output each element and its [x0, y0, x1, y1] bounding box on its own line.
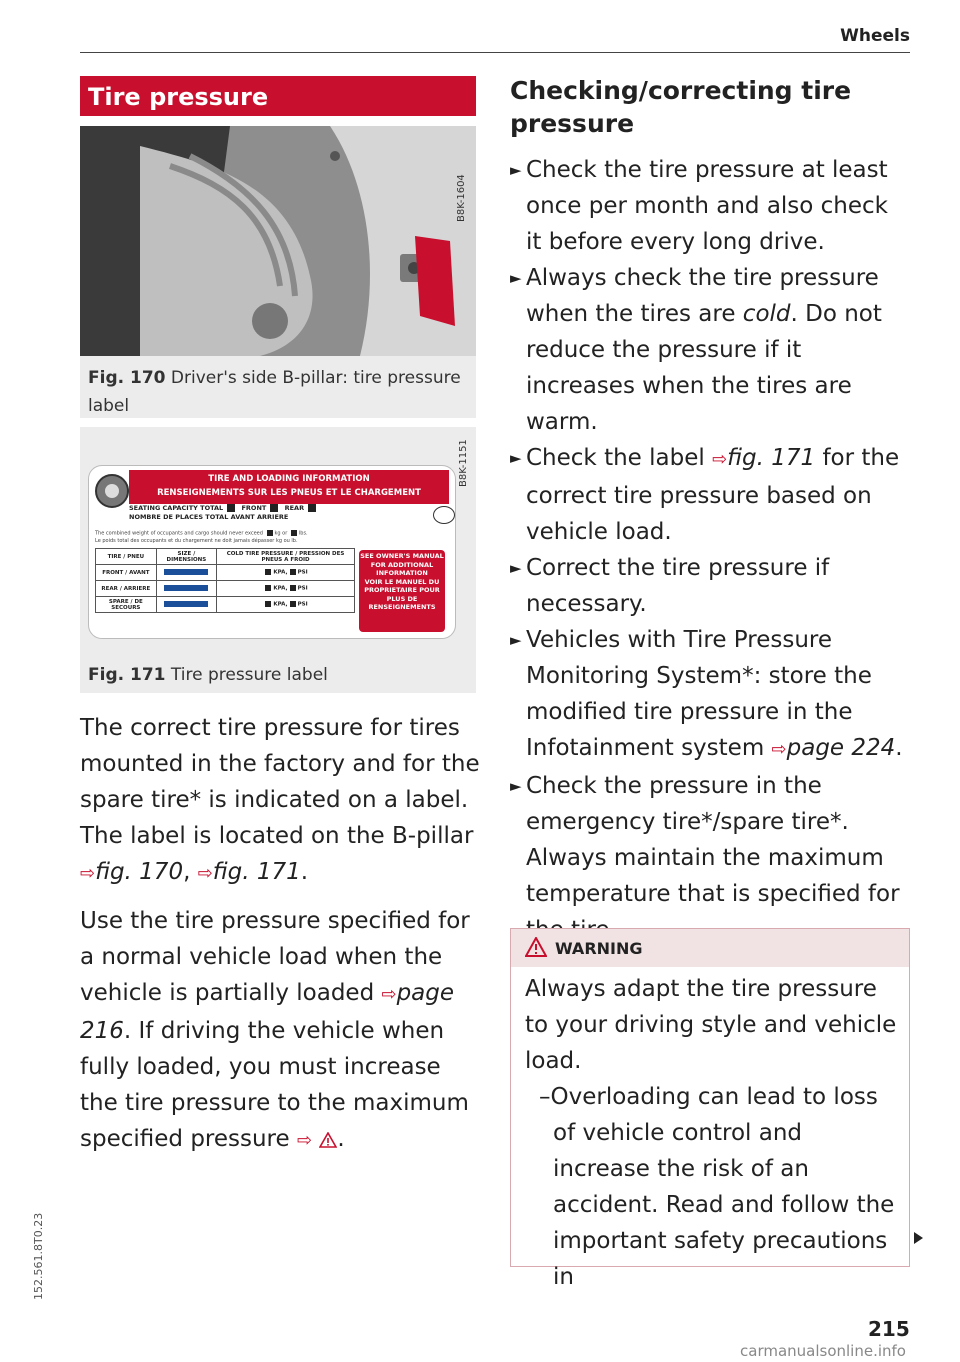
kpa-spare: KPA, [273, 601, 288, 608]
row-spare: SPARE / DE SECOURS [96, 597, 157, 613]
bullet-3-text: Check the label [526, 445, 713, 471]
kg-ou-label: kg ou [275, 537, 290, 544]
bullet-arrow-icon: ► [510, 631, 522, 649]
bullet-6-text: Check the pressure in the emergency tire*/spare tire*. Always maintain the maximum temperature that is specified for [526, 773, 900, 907]
bullet-arrow-icon: ► [510, 269, 522, 287]
instruction-list [510, 152, 910, 948]
header-rule [80, 52, 910, 53]
warning-body [525, 971, 901, 1295]
seating-capacity-en: SEATING CAPACITY TOTAL [129, 504, 224, 512]
fig-170-caption-box [80, 356, 476, 418]
weight-note-fr: Le poids total des occupants et du chargement ne doit jamais dépasser [95, 537, 275, 544]
fig-170-photo [80, 126, 476, 356]
p2-end: . [337, 1126, 345, 1152]
bullet-arrow-icon: ► [510, 559, 522, 577]
bullet-2-cold: cold [742, 301, 791, 327]
p1-separator: , [183, 859, 198, 885]
psi-spare: PSI [297, 601, 308, 608]
placard-title-fr: RENSEIGNEMENTS SUR LES PNEUS ET LE CHARGEMENT [157, 488, 421, 498]
rear-label-en: REAR [284, 504, 305, 512]
reference-arrow-icon: ⇨ [296, 1130, 313, 1151]
reference-arrow-icon: ⇨ [712, 449, 728, 470]
seat-pillar-illustration [80, 126, 476, 356]
col-size: SIZE / DIMENSIONS [156, 549, 216, 565]
list-item [510, 152, 910, 260]
reference-arrow-icon: ⇨ [197, 863, 213, 884]
warning-header [511, 929, 909, 967]
kpa-front: KPA, [273, 569, 288, 576]
oval-stamp [433, 506, 455, 524]
list-item [510, 260, 910, 440]
lb-label: lb. [291, 537, 298, 544]
link-page-224[interactable]: page 224 [786, 735, 896, 761]
weight-note-en: The combined weight of occupants and cargo should never exceed [95, 530, 263, 537]
lbs-label: lbs. [298, 530, 308, 537]
warning-intro: Always adapt the tire pressure to your driving style and vehicle load. [525, 976, 897, 1074]
fig-171-code: B8K-1151 [458, 439, 469, 487]
fig-171-caption-text: Tire pressure label [170, 665, 328, 685]
reference-arrow-icon: ⇨ [771, 739, 787, 760]
list-item [510, 440, 910, 550]
bullet-5-text: Vehicles with Tire Pressure Monitoring System*: store the modified tire pressure in the Infotainment system [526, 627, 872, 761]
bullet-4-text: Correct the tire pressure if necessary. [526, 555, 830, 617]
list-item [510, 768, 910, 948]
p2-text-b: . If driving the vehicle when fully loaded, you must increase the tire pressure to the maximum specified pressure [80, 1018, 469, 1152]
reference-arrow-icon: ⇨ [80, 863, 96, 884]
see-manual-en: SEE OWNER'S MANUAL FOR ADDITIONAL INFORMATION [360, 552, 444, 577]
col-cold-pressure: COLD TIRE PRESSURE / PRESSION DES PNEUS A FROID [217, 549, 355, 565]
pressure-table [95, 548, 355, 613]
section-title: Tire pressure [88, 83, 269, 111]
seating-capacity-row [129, 504, 429, 522]
fig-170-caption-text: Driver's side B-pillar: tire pressure label [88, 368, 461, 416]
bullet-2-text: Always check the tire pressure when the tires are [526, 265, 879, 327]
rear-label-fr: ARRIERE [256, 513, 289, 521]
list-item [510, 550, 910, 622]
psi-front: PSI [297, 569, 308, 576]
fig-170-number: Fig. 170 [88, 368, 166, 388]
reference-arrow-icon: ⇨ [381, 984, 397, 1005]
seating-capacity-fr: NOMBRE DE PLACES TOTAL [129, 513, 229, 521]
fig-171-number: Fig. 171 [88, 665, 166, 685]
warning-label: WARNING [555, 939, 643, 958]
front-label-en: FRONT [241, 504, 267, 512]
link-fig-171[interactable]: fig. 171 [212, 859, 301, 885]
front-label-fr: AVANT [230, 513, 255, 521]
fig-170-caption [88, 364, 468, 420]
placard-title-band [129, 470, 449, 504]
bullet-5-text-b: . [895, 735, 903, 761]
fig-171-label-figure [80, 427, 476, 653]
watermark: carmanualsonline.info [740, 1342, 906, 1360]
bullet-2-text-b: . Do not reduce the pressure if it increases when the tires are warm. [526, 301, 882, 435]
list-item [510, 622, 910, 768]
kpa-rear: KPA, [273, 585, 288, 592]
running-header: Wheels [840, 26, 910, 46]
bullet-arrow-icon: ► [510, 777, 522, 795]
tire-info-placard [88, 465, 456, 639]
link-fig-171[interactable]: fig. 171 [727, 445, 816, 471]
p1-text: The correct tire pressure for tires mounted in the factory and for the spare tire* is indicated on a label. The label is located on the B-pillar [80, 715, 480, 849]
warning-triangle-icon[interactable] [312, 1126, 337, 1152]
document-code: 152.561.8T0.23 [32, 1212, 45, 1300]
weight-note [95, 530, 355, 545]
warning-box [510, 928, 910, 1290]
see-manual-fr: VOIR LE MANUEL DU PROPRIETAIRE POUR PLUS DE RENSEIGNEMENTS [364, 577, 440, 611]
fig-170-code: B8K-1604 [456, 174, 467, 222]
see-manual-note [359, 550, 445, 632]
checking-heading: Checking/correcting tire pressure [510, 76, 852, 138]
bullet-arrow-icon: ► [510, 449, 522, 467]
placard-title-en: TIRE AND LOADING INFORMATION [208, 474, 370, 484]
paragraph-normal-load [80, 903, 480, 1159]
bullet-arrow-icon: ► [510, 161, 522, 179]
fig-171-caption-box [80, 653, 476, 693]
p1-end: . [300, 859, 309, 885]
psi-rear: PSI [297, 585, 308, 592]
bullet-3-text-b: for the correct tire pressure based on vehicle load. [526, 445, 900, 545]
paragraph-label-location [80, 710, 480, 892]
link-page-216[interactable]: page 216 [80, 980, 455, 1044]
col-tire: TIRE / PNEU [96, 549, 157, 565]
fig-171-caption [88, 661, 468, 689]
kg-or-label: kg or [274, 530, 288, 537]
warning-item: –Overloading can lead to loss of vehicle control and increase the risk of an accident. Read and follow the important safety precautions in [539, 1084, 895, 1290]
page-number: 215 [868, 1317, 910, 1341]
warning-triangle-icon [525, 937, 547, 957]
row-front: FRONT / AVANT [96, 565, 157, 581]
bullet-1-text: Check the tire pressure at least once per month and also check it before every long drive. [526, 157, 889, 255]
row-rear: REAR / ARRIERE [96, 581, 157, 597]
tire-icon [95, 474, 129, 508]
continue-arrow-icon [914, 1232, 923, 1244]
p2-text: Use the tire pressure specified for a normal vehicle load when the vehicle is partially loaded [80, 908, 470, 1006]
link-fig-170[interactable]: fig. 170 [95, 859, 184, 885]
